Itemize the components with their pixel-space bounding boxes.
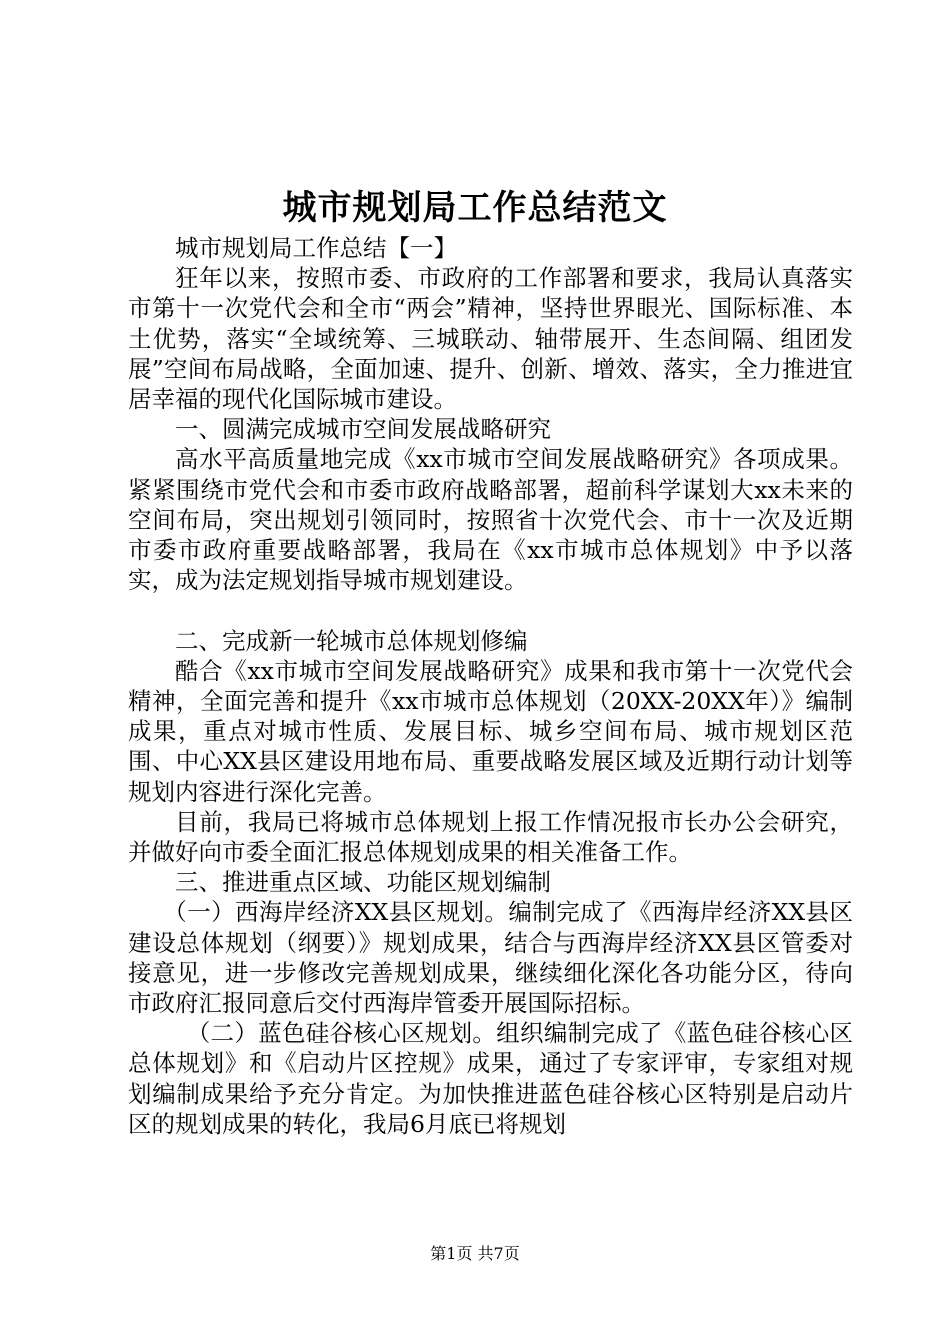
section-2-paragraph: 酷合《xx市城市空间发展战略研究》成果和我市第十一次党代会精神，全面完善和提升《xx市城市总体规划（20XX-20XX年）》编制成果，重点对城市性质、发展目标、城乡空间布局、城市规划区范围、中心XX县区建设用地布局、重要战略发展区域及近期行动计划等规划内容进行深化完善。 <box>128 656 853 806</box>
subsection-1-paragraph: （一）西海岸经济XX县区规划。编制完成了《西海岸经济XX县区建设总体规划（纲要）》规划成果，结合与西海岸经济XX县区管委对接意见，进一步修改完善规划成果，继续细化深化各功能分区，待向市政府汇报同意后交付西海岸管委开展国际招标。 <box>128 898 853 1018</box>
document-title: 城市规划局工作总结范文 <box>282 188 668 228</box>
section-heading-3: 三、推进重点区域、功能区规划编制 <box>175 868 551 897</box>
intro-paragraph: 狂年以来，按照市委、市政府的工作部署和要求，我局认真落实市第十一次党代会和全市“两会”精神，坚持世界眼光、国际标准、本土优势，落实“全域统筹、三城联动、轴带展开、生态间隔、组团发展”空间布局战略，全面加速、提升、创新、增效、落实，全力推进宜居幸福的现代化国际城市建设。 <box>128 264 853 414</box>
section-heading-2: 二、完成新一轮城市总体规划修编 <box>175 626 528 655</box>
page-number-footer: 第1页 共7页 <box>430 1244 520 1263</box>
section-heading-part-one: 城市规划局工作总结【一】 <box>175 234 457 262</box>
subsection-2-paragraph: （二）蓝色硅谷核心区规划。组织编制完成了《蓝色硅谷核心区总体规划》和《启动片区控规》成果，通过了专家评审，专家组对规划编制成果给予充分肯定。为加快推进蓝色硅谷核心区特别是启动片区的规划成果的转化，我局6月底已将规划 <box>128 1019 853 1138</box>
document-body <box>128 233 853 1139</box>
blank-line <box>128 595 853 625</box>
section-1-paragraph: 高水平高质量地完成《xx市城市空间发展战略研究》各项成果。紧紧围绕市党代会和市委市政府战略部署，超前科学谋划大xx未来的空间布局，突出规划引领同时，按照省十次党代会、市十一次及近期市委市政府重要战略部署，我局在《xx市城市总体规划》中予以落实，成为法定规划指导城市规划建设。 <box>128 445 853 595</box>
section-2-paragraph-2: 目前，我局已将城市总体规划上报工作情况报市长办公会研究，并做好向市委全面汇报总体规划成果的相关准备工作。 <box>128 807 853 867</box>
section-heading-1: 一、圆满完成城市空间发展战略研究 <box>175 415 551 444</box>
